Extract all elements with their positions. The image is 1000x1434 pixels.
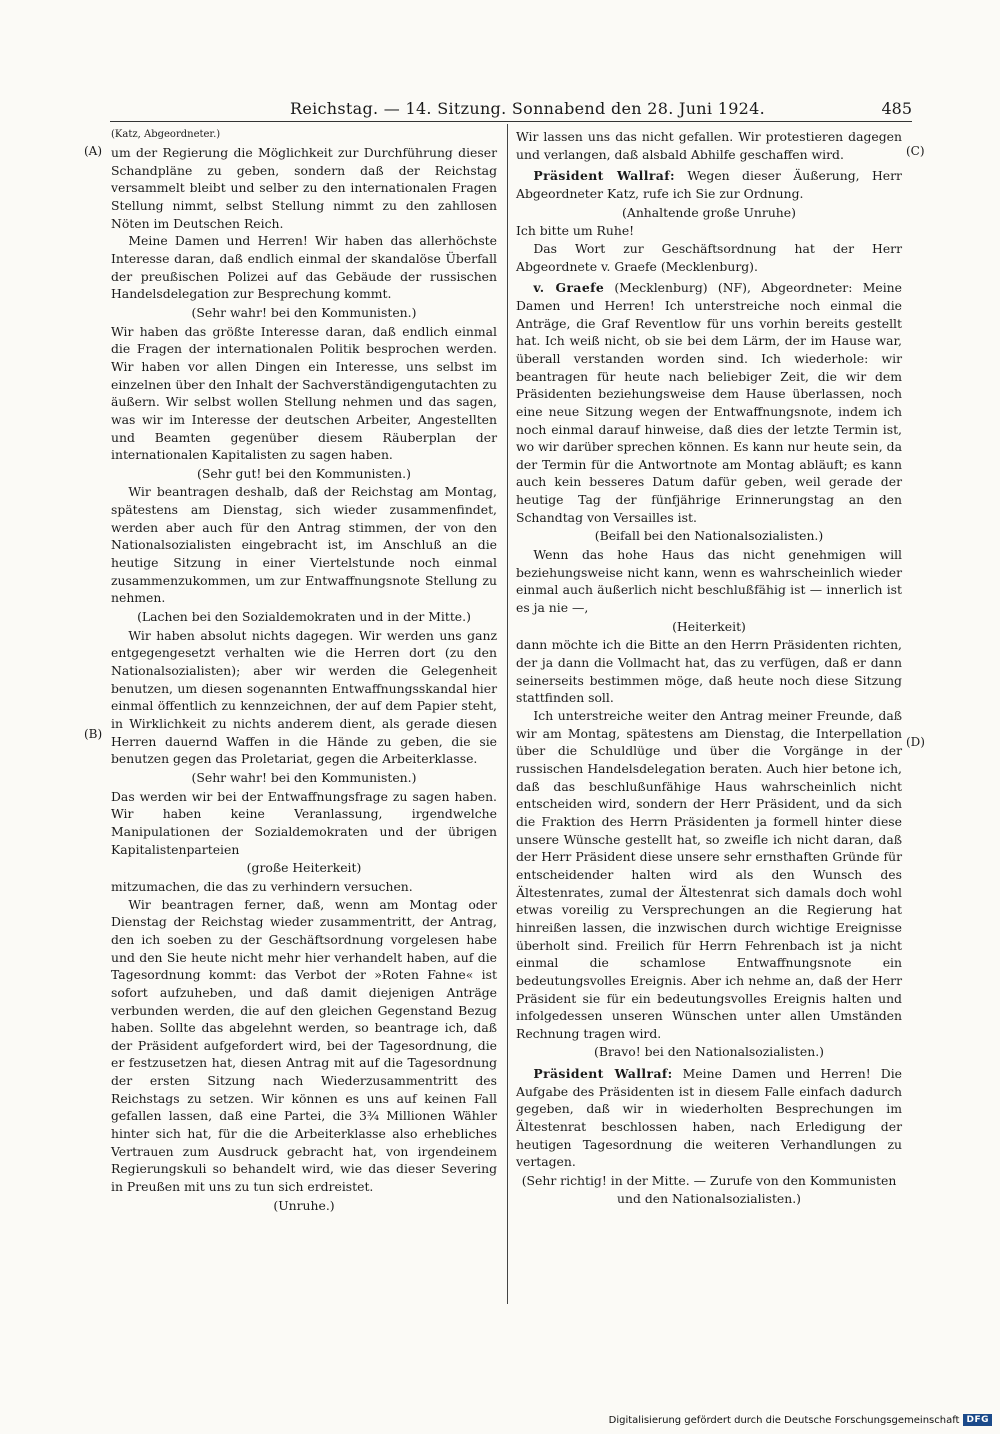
running-title: Reichstag. — 14. Sitzung. Sonnabend den 28. Juni 1924.: [290, 99, 766, 118]
page-header: [110, 98, 912, 122]
margin-label-c: (C): [906, 144, 925, 158]
left-column: [111, 128, 497, 1215]
interjection: (Sehr wahr! bei den Kommunisten.): [191, 769, 417, 785]
speaker-note: (Katz, Abgeordneter.): [111, 129, 221, 140]
paragraph: Das Wort zur Geschäftsordnung hat der Herr Abgeordnete v. Graefe (Mecklenburg).: [516, 240, 902, 274]
paragraph: Das werden wir bei der Entwaffnungsfrage zu sagen haben. Wir haben keine Veranlassung, irgendwelche Manipulationen der Sozialdemokraten und der übrigen Kapitalistenparteien: [111, 788, 497, 857]
interjection: (Sehr richtig! in der Mitte. — Zurufe von den Kommunisten und den Nationalsozialisten.): [521, 1173, 897, 1206]
paragraph: Wir lassen uns das nicht gefallen. Wir protestieren dagegen und verlangen, daß alsbald Abhilfe geschaffen wird.: [516, 129, 902, 162]
right-column: [516, 128, 902, 1208]
speech-paragraph: [516, 1065, 902, 1171]
interjection: (Unruhe.): [273, 1197, 335, 1213]
dfg-logo: DFG: [963, 1414, 992, 1426]
speech-paragraph: [516, 279, 902, 526]
interjection: (große Heiterkeit): [246, 860, 362, 876]
paragraph: Ich unterstreiche weiter den Antrag meiner Freunde, daß wir am Montag, spätestens am Dienstag, die Interpellation über die Schuldlüge und über die Vorgänge in der russischen Handelsdelegation beraten. Auch hier betone ich, daß das beschlußunfähige Haus wahrscheinlich nicht entscheiden wird, sondern der Herr Präsident, und da sich die Fraktion des Herrn Präsidenten ja formell hinter diese unsere Wünsche gestellt hat, so zweifle ich nicht daran, daß der Herr Präsident diese unsere sehr ernsthaften Gründe für entscheidender halten wird als den Wunsch des Ältestenrates, zumal der Ältestenrat sich damals doch wohl etwas voreilig zu Versprechungen an die Regierung hat hinreißen lassen, die inzwischen durch wichtige Ereignisse überholt sind. Freilich für Herrn Fehrenbach ist ja nicht einmal die schamlose Entwaffnungsnote ein bedeutungsvolles Ereignis. Aber ich nehme an, daß der Herr Präsident sie für ein bedeutungsvolles Ereignis halten und infolgedessen unseren Wünschen unter allen Umständen Rechnung tragen wird.: [516, 708, 902, 1041]
margin-label-a: (A): [84, 144, 103, 158]
paragraph: Wir beantragen ferner, daß, wenn am Montag oder Dienstag der Reichstag wieder zusammentritt, der Antrag, den ich soeben zu der Geschäftsordnung vorgelesen habe und den Sie heute nicht mehr hier verhandelt haben, auf die Tagesordnung kommt: das Verbot der »Roten Fahne« ist sofort aufzuheben, und daß damit diejenigen Anträge verbunden werden, die auf den gleichen Gegenstand Bezug haben. Sollte das abgelehnt werden, so beantrage ich, daß der Präsident aufgefordert wird, bei der Tagesordnung, die er festzusetzen hat, diesen Antrag mit auf die Tagesordnung der ersten Sitzung nach Wiederzusammentritt des Reichstags zu setzen. Wir können es uns auf keinen Fall gefallen lassen, daß eine Partei, die 3¾ Millionen Wähler hinter sich hat, für die die Arbeiterklasse also erhebliches Vertrauen zum Ausdruck gebracht hat, von irgendeinem Regierungskuli so behandelt wird, wie das dieser Severing in Preußen mit uns zu tun sich erdreistet.: [111, 896, 497, 1195]
speech-text: Wegen dieser Äußerung, Herr Abgeordneter Katz, rufe ich Sie zur Ordnung.: [516, 168, 902, 201]
interjection: (Sehr wahr! bei den Kommunisten.): [191, 304, 417, 320]
paragraph: um der Regierung die Möglichkeit zur Durchführung dieser Schandpläne zu geben, sondern daß der Reichstag versammelt bleibt und selber zu den internationalen Fragen Stellung nimmt, selbst Stellung nimmt zu den zahllosen Nöten im Deutschen Reich.: [111, 145, 497, 231]
paragraph: mitzumachen, die das zu verhindern versuchen.: [111, 878, 413, 894]
paragraph: Ich bitte um Ruhe!: [516, 223, 635, 239]
speech-text: Meine Damen und Herren! Die Aufgabe des Präsidenten ist in diesem Falle einfach dadurch gegeben, daß wir in wiederholten Besprechungen im Ältestenrat beschlossen haben, nach Erledigung der heutigen Tagesordnung die weiteren Verhandlungen zu vertagen.: [516, 1066, 902, 1170]
paragraph: Wir beantragen deshalb, daß der Reichstag am Montag, spätestens am Dienstag, sich wieder zusammenfindet, werden aber auch für den Antrag stimmen, der von den Nationalsozialisten eingebracht ist, im Anschluß an die heutige Sitzung in einer Viertelstunde noch einmal zusammenzukommen, um zur Entwaffnungsnote Stellung zu nehmen.: [111, 484, 497, 606]
footer-credit: [609, 1414, 992, 1426]
interjection: (Lachen bei den Sozialdemokraten und in der Mitte.): [137, 609, 471, 625]
speech-paragraph: [516, 167, 902, 202]
header-rule: [110, 121, 912, 122]
paragraph: Wir haben das größte Interesse daran, daß endlich einmal die Fragen der internationalen Politik besprochen werden. Wir haben vor allen Dingen ein Interesse, uns selbst im einzelnen über den Inhalt der Sachverständigengutachten zu äußern. Wir selbst wollen Stellung nehmen und das sagen, was wir im Interesse der deutschen Arbeiter, Angestellten und Beamten gegenüber diesem Räuberplan der internationalen Kapitalisten zu sagen haben.: [111, 323, 497, 463]
margin-label-b: (B): [84, 727, 103, 741]
speaker-name: Präsident Wallraf:: [533, 168, 675, 184]
speaker-name: v. Graefe: [533, 280, 605, 296]
interjection: (Bravo! bei den Nationalsozialisten.): [594, 1044, 824, 1060]
speaker-info: (Mecklenburg) (NF), Abgeordneter:: [614, 280, 853, 296]
column-divider: [507, 124, 508, 1304]
funding-note: Digitalisierung gefördert durch die Deutsche Forschungsgemeinschaft: [608, 1414, 960, 1426]
interjection: (Anhaltende große Unruhe): [622, 204, 796, 220]
page-number: 485: [881, 99, 912, 118]
paragraph: Wenn das hohe Haus das nicht genehmigen will beziehungsweise nicht kann, wenn es wahrscheinlich wieder einmal auch äußerlich nicht beschlußfähig ist — innerlich ist es ja nie —,: [516, 547, 902, 616]
paragraph: Meine Damen und Herren! Wir haben das allerhöchste Interesse daran, daß endlich einmal der skandalöse Überfall der preußischen Polizei auf das Gebäude der russischen Handelsdelegation zur Besprechung kommt.: [111, 233, 497, 302]
speaker-name: Präsident Wallraf:: [533, 1066, 673, 1082]
paragraph: dann möchte ich die Bitte an den Herrn Präsidenten richten, der ja dann die Vollmacht hat, das zu verfügen, daß er dann seinerseits bestimmen möge, daß heute noch diese Sitzung stattfinden soll.: [516, 637, 902, 706]
interjection: (Sehr gut! bei den Kommunisten.): [197, 465, 411, 481]
interjection: (Beifall bei den Nationalsozialisten.): [594, 528, 824, 544]
paragraph: Wir haben absolut nichts dagegen. Wir werden uns ganz entgegengesetzt verhalten wie die Herren dort (zu den Nationalsozialisten); aber wir werden die Gelegenheit benutzen, um diesen sogenannten Entwaffnungsskandal hier einmal öffentlich zu kennzeichnen, der auf dem Papier steht, in Wirklichkeit zu nichts anderem dient, als gerade diesen Herren dauernd Waffen in die Hände zu geben, die sie benutzen gegen das Proletariat, gegen die Arbeiterklasse.: [111, 627, 497, 767]
margin-label-d: (D): [906, 735, 925, 749]
interjection: (Heiterkeit): [672, 618, 746, 634]
speech-text: Meine Damen und Herren! Ich unterstreiche noch einmal die Anträge, die Graf Reventlow für uns vorhin bereits gestellt hat. Ich weiß nicht, ob sie bei dem Lärm, der im Hause war, überall verstanden worden sind. Ich wiederhole: wir beantragen für heute nach beliebiger Zeit, die wir dem Präsidenten beziehungsweise dem Hause überlassen, noch eine neue Sitzung wegen der Entwaffnungsnote, indem ich noch einmal darauf hinweise, daß dies der letzte Termin ist, wo wir darüber sprechen können. Es kann nur heute sein, da der Termin für die Antwortnote am Montag abläuft; es kann auch kein besseres Datum dafür geben, weil gerade der heutige Tag der fünfjährige Erinnerungstag an den Schandtag von Versailles ist.: [516, 280, 902, 525]
